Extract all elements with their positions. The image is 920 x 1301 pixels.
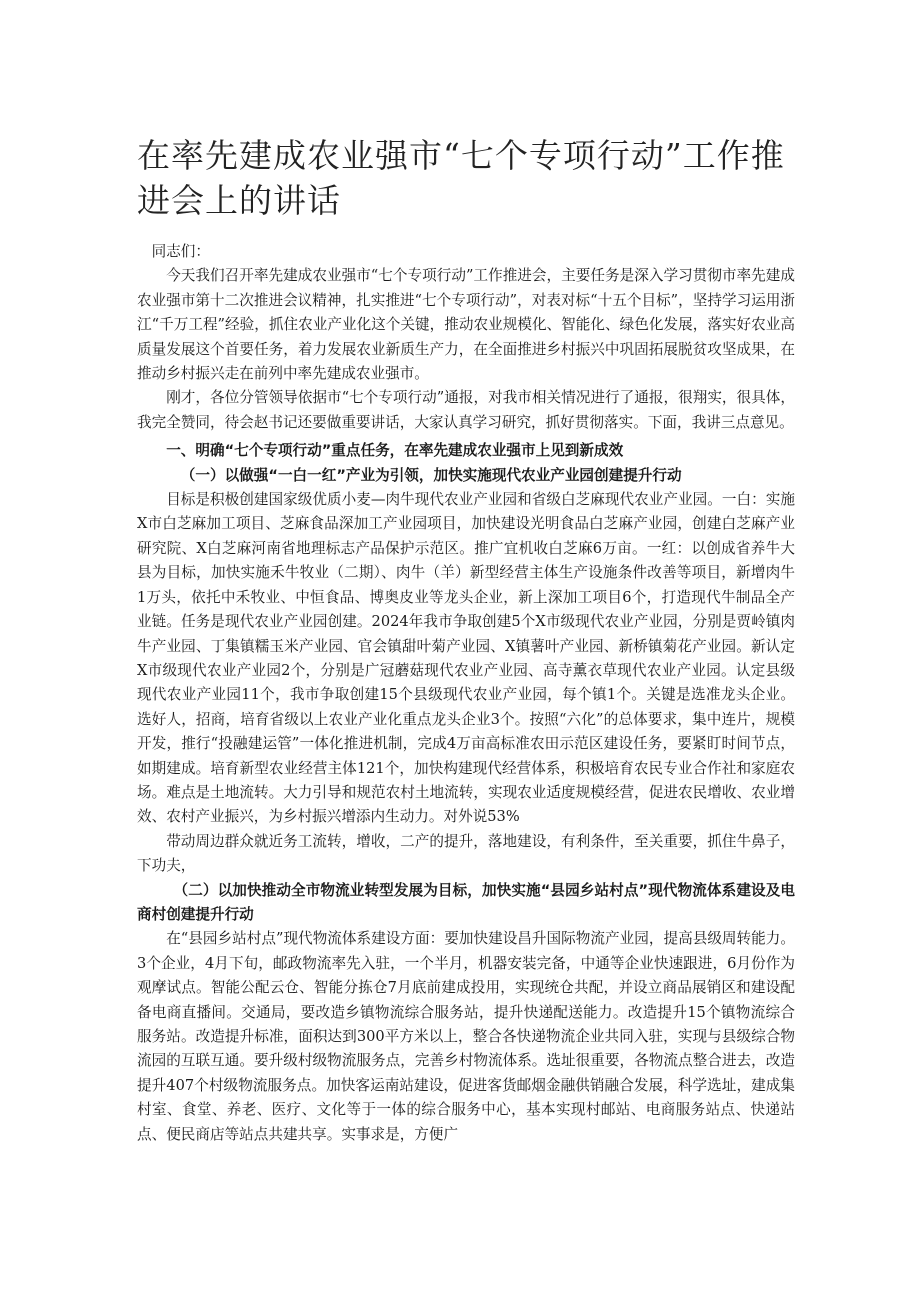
document-body: [137, 240, 795, 1147]
paragraph: 今天我们召开率先建成农业强市“七个专项行动”工作推进会，主要任务是深入学习贯彻市率先建成农业强市第十二次推进会议精神，扎实推进“七个专项行动”，对表对标“十五个目标”，坚持学习运用浙江“千万工程”经验，抓住农业产业化这个关键，推动农业规模化、智能化、绿色化发展，落实好农业高质量发展这个首要任务，着力发展农业新质生产力，在全面推进乡村振兴中巩固拓展脱贫攻坚成果，在推动乡村振兴走在前列中率先建成农业强市。: [137, 267, 795, 383]
paragraph: 刚才，各位分管领导依据市“七个专项行动”通报，对我市相关情况进行了通报，很翔实，很具体，我完全赞同，待会赵书记还要做重要讲话，大家认真学习研究，抓好贯彻落实。下面，我讲三点意见。: [137, 389, 795, 431]
section-heading: 一、明确“七个专项行动”重点任务，在率先建成农业强市上见到新成效: [166, 442, 624, 460]
subsection-heading: （一）以做强“一白一红”产业为引领，加快实施现代农业产业园创建提升行动: [180, 466, 682, 484]
subsection-heading: （二）以加快推动全市物流业转型发展为目标，加快实施“县园乡站村点”现代物流体系建设及电商村创建提升行动: [137, 881, 795, 923]
salutation: 同志们：: [151, 243, 210, 260]
paragraph: 带动周边群众就近务工流转，增收，二产的提升，落地建设，有利条件，至关重要，抓住牛鼻子，下功夫，: [137, 832, 795, 875]
paragraph: 目标是积极创建国家级优质小麦—肉牛现代农业产业园和省级白芝麻现代农业产业园。一白：实施X市白芝麻加工项目、芝麻食品深加工产业园项目，加快建设光明食品白芝麻产业园，创建白芝麻产业研究院、X白芝麻河南省地理标志产品保护示范区。推广宜机收白芝麻6万亩。一红：以创成省养牛大县为目标，加快实施禾牛牧业（二期）、肉牛（羊）新型经营主体生产设施条件改善等项目，新增肉牛1万头，依托中禾牧业、中恒食品、博奥皮业等龙头企业，新上深加工项目6个，打造现代牛制品全产业链。任务是现代农业产业园创建。2024年我市争取创建5个X市级现代农业产业园，分别是贾岭镇肉牛产业园、丁集镇糯玉米产业园、官会镇甜叶菊产业园、X镇薯叶产业园、新桥镇菊花产业园。新认定X市级现代农业产业园2个，分别是广冠蘑菇现代农业产业园、高寺薰衣草现代农业产业园。认定县级现代农业产业园11个，我市争取创建15个县级现代农业产业园，每个镇1个。关键是选准龙头企业。选好人，招商，培育省级以上农业产业化重点龙头企业3个。按照“六化”的总体要求，集中连片，规模开发，推行“投融建运管”一体化推进机制，完成4万亩高标准农田示范区建设任务，要紧盯时间节点，如期建成。培育新型农业经营主体121个，加快构建现代经营体系，积极培育农民专业合作社和家庭农场。难点是土地流转。大力引导和规范农村土地流转，实现农业适度规模经营，促进农民增收、农业增效、农村产业振兴，为乡村振兴增添内生动力。对外说53%: [137, 491, 795, 826]
paragraph: 在“县园乡站村点”现代物流体系建设方面：要加快建设昌升国际物流产业园，提高县级周转能力。3个企业，4月下旬，邮政物流率先入驻，一个半月，机器安装完备，中通等企业快速跟进，6月份作为观摩试点。智能公配云仓、智能分拣仓7月底前建成投用，实现统仓共配，并设立商品展销区和建设配备电商直播间。交通局，要改造乡镇物流综合服务站，提升快递配送能力。改造提升15个镇物流综合服务站。改造提升标准，面积达到300平方米以上，整合各快递物流企业共同入驻，实现与县级综合物流园的互联互通。要升级村级物流服务点，完善乡村物流体系。选址很重要，各物流点整合进去，改造提升407个村级物流服务点。加快客运南站建设，促进客货邮烟金融供销融合发展，科学选址，建成集村室、食堂、养老、医疗、文化等于一体的综合服务中心，基本实现村邮站、电商服务站点、快递站点、便民商店等站点共建共享。实事求是，方便广: [137, 930, 795, 1143]
document-title: 在率先建成农业强市“七个专项行动”工作推进会上的讲话: [137, 136, 785, 220]
